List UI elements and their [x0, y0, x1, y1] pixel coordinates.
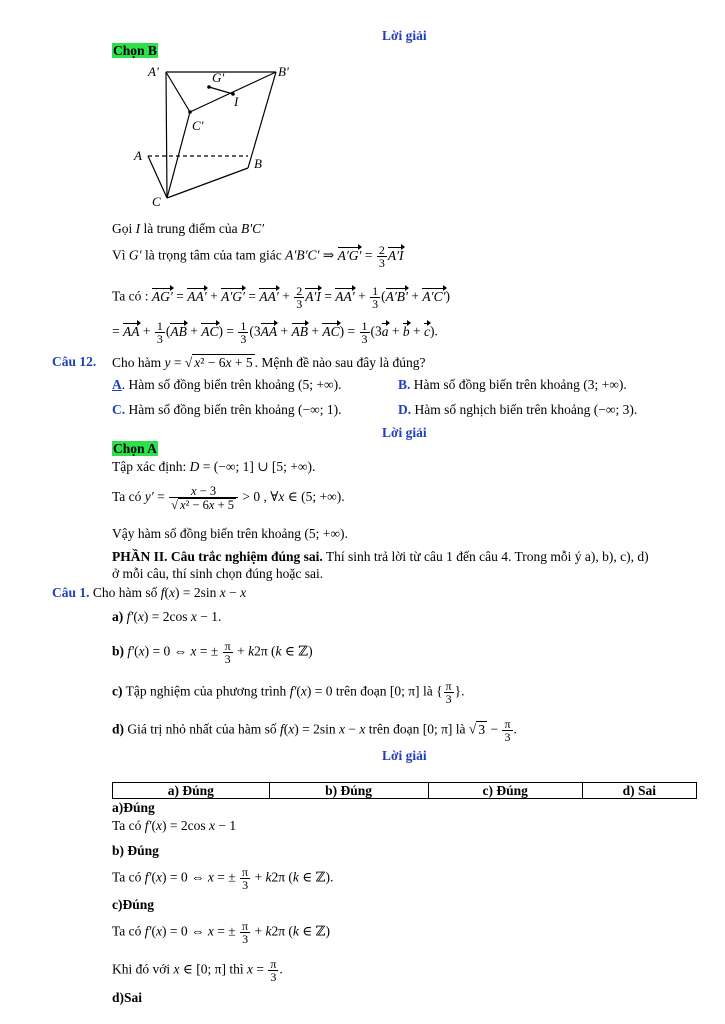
q12-stem: Cho hàm y = √ x² − 6x + 5 . Mệnh đề nào sau đây là đúng? [112, 355, 426, 370]
line-result-vector: = AA + $\frac{1}{3}$ (AB + AC) = $\frac{1}{3}$ (3AA + AB + AC) = $\frac{1}{3}$ (3a + b + c). [112, 319, 438, 346]
q1-item-b: b) f′(x) = 0 ⇔ x = ± $\frac{\pi}{3}$ + k2π (k ∈ ℤ) [112, 639, 313, 666]
answer-choice: Chọn B [113, 43, 157, 58]
q12-option-C: C. Hàm số đồng biến trên khoảng (−∞; 1). [112, 402, 342, 417]
q12-option-A: A. Hàm số đồng biến trên khoảng (5; +∞). [112, 377, 342, 392]
q12-option-B: B. Hàm số đồng biến trên khoảng (3; +∞). [398, 377, 627, 392]
label-A1: A' [148, 64, 159, 79]
line-trong-tam: Vì G′ là trọng tâm của tam giác A′B′C′ ⇒ A′G′ = $\frac{2}{3}$ A′I [112, 243, 404, 270]
q12-option-D: D. Hàm số nghịch biến trên khoảng (−∞; 3). [398, 402, 638, 417]
line-goi-I: Gọi I là trung điểm của B′C′ [112, 221, 265, 236]
result-b-text: Ta có f′(x) = 0 ⇔ x = ± $\frac{\pi}{3}$ + k2π (k ∈ ℤ). [112, 865, 334, 892]
solution-heading: Lời giải [382, 28, 427, 43]
q1-item-d: d) Giá trị nhỏ nhất của hàm số f(x) = 2sin x − x trên đoạn [0; π] là √ 3 − $\frac{\pi}{3}$ . [112, 717, 517, 744]
label-B: B [254, 156, 262, 171]
label-B1: B' [278, 64, 289, 79]
table-cell-d: d) Sai [582, 783, 696, 799]
q12-conclusion: Vậy hàm số đồng biến trên khoảng (5; +∞). [112, 526, 348, 541]
label-I: I [234, 94, 239, 109]
table-row [113, 783, 697, 799]
solution-heading-12: Lời giải [382, 425, 427, 440]
prism-figure [130, 60, 310, 210]
q1-item-a: a) f′(x) = 2cos x − 1. [112, 609, 222, 624]
result-c-label: c)Đúng [112, 897, 155, 912]
q12-derivative: Ta có y′ = $\frac{x - 3}{\text{√ x² − 6x + 5}}$ > 0 , ∀x ∈ (5; +∞). [112, 484, 345, 512]
part2-desc-line2: ở mỗi câu, thí sinh chọn đúng hoặc sai. [112, 566, 324, 581]
answer-table [112, 782, 697, 799]
part2-header: PHẦN II. Câu trắc nghiệm đúng sai. Thí sinh trả lời từ câu 1 đến câu 4. Trong mỗi ý a), b), c), d) [112, 549, 649, 564]
label-C1: C' [192, 118, 204, 133]
result-c-text: Ta có f′(x) = 0 ⇔ x = ± $\frac{\pi}{3}$ + k2π (k ∈ ℤ) [112, 919, 330, 946]
result-a-label: a)Đúng [112, 800, 155, 815]
q1-stem: Câu 1. Cho hàm số f(x) = 2sin x − x [52, 585, 247, 600]
label-A: A [134, 148, 142, 163]
label-G1: G' [212, 70, 225, 85]
result-c-khido: Khi đó với x ∈ [0; π] thì x = $\frac{\pi}{3}$ . [112, 957, 283, 984]
question-label-12: Câu 12. [52, 354, 97, 369]
result-a-text: Ta có f′(x) = 2cos x − 1 [112, 818, 237, 833]
table-cell-a: a) Đúng [113, 783, 270, 799]
q1-item-c: c) Tập nghiệm của phương trình f′(x) = 0 trên đoạn [0; π] là { $\frac{\pi}{3}$ }. [112, 679, 465, 706]
line-taco-vector: Ta có : AG′ = AA′ + A′G′ = AA′ + $\frac{2}{3}$ A′I = AA′ + $\frac{1}{3}$ (A′B′ + A′C′) [112, 284, 451, 311]
solution-heading-q1: Lời giải [382, 748, 427, 763]
q12-domain: Tập xác định: D = (−∞; 1] ∪ [5; +∞). [112, 459, 316, 474]
answer-choice-12: Chọn A [113, 441, 157, 456]
result-d-label: d)Sai [112, 990, 143, 1005]
table-cell-b: b) Đúng [269, 783, 428, 799]
result-b-label: b) Đúng [112, 843, 159, 858]
label-C: C [152, 194, 161, 209]
table-cell-c: c) Đúng [428, 783, 582, 799]
